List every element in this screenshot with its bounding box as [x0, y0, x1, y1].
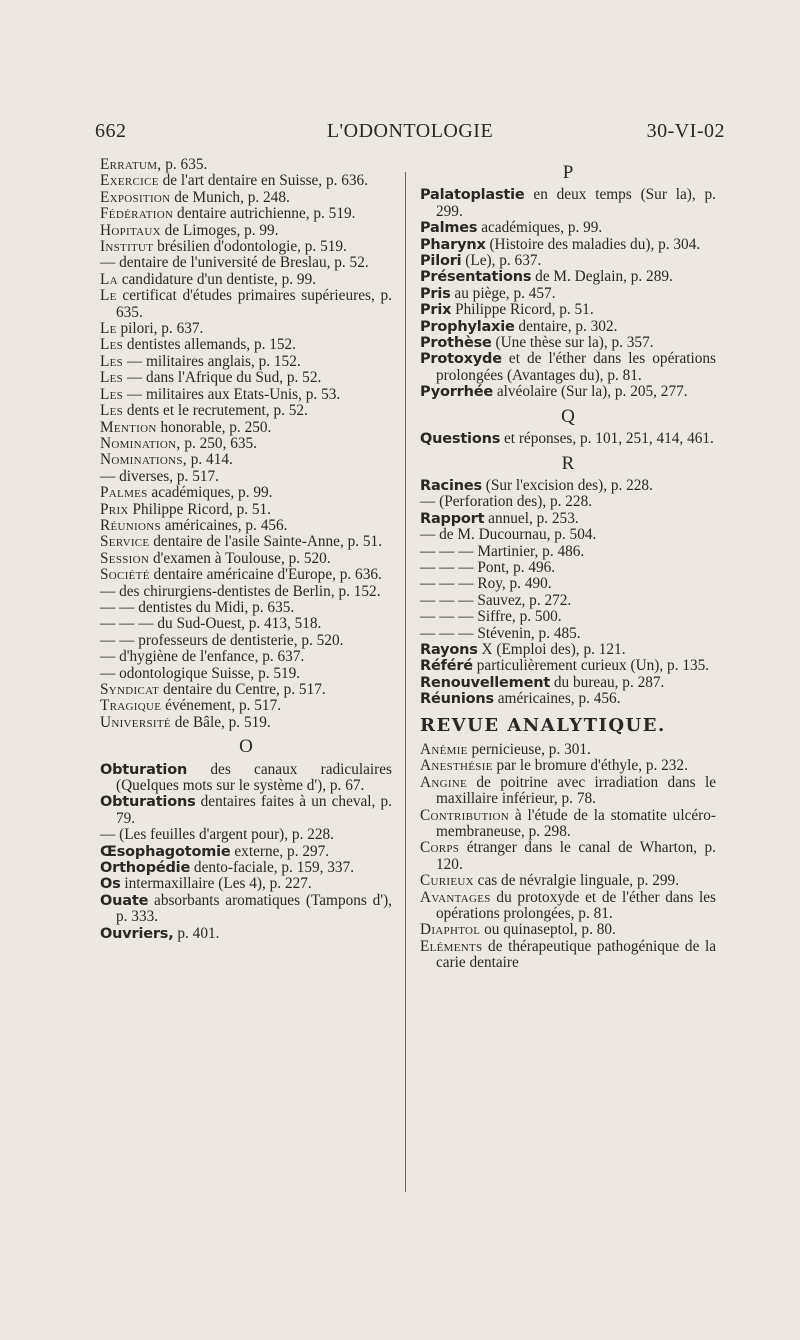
entry-headword: Ouvriers,: [100, 925, 174, 942]
entry-text: de thérapeutique pathogénique de la carie dentaire: [436, 937, 716, 972]
entry-text: (Sur l'excision des), p. 228.: [481, 476, 653, 494]
index-entry: [420, 922, 716, 938]
index-entry: [420, 609, 716, 625]
index-entry: [100, 827, 392, 843]
index-entry: [100, 584, 392, 600]
index-entry: [420, 319, 716, 335]
index-entry: [100, 518, 392, 534]
entry-headword: Contribution: [420, 806, 509, 824]
entry-headword: Société: [100, 566, 150, 584]
index-entry: [420, 626, 716, 642]
index-entry: [420, 873, 716, 889]
entry-headword: Rapport: [420, 510, 485, 527]
entry-headword: Référé: [420, 658, 473, 675]
entry-headword: Exercice: [100, 172, 159, 190]
entry-text: — — dentistes du Midi, p. 635.: [100, 598, 295, 616]
column-divider: [405, 172, 406, 1192]
index-entry: [100, 666, 392, 682]
entry-text: dentistes allemands, p. 152.: [123, 336, 297, 354]
section-heading: REVUE ANALYTIQUE.: [420, 714, 666, 736]
entry-text: dentaire, p. 302.: [514, 317, 618, 335]
index-entry: [100, 239, 392, 255]
entry-headword: Pharynx: [420, 236, 486, 253]
index-entry: [100, 534, 392, 550]
entry-text: — dans l'Afrique du Sud, p. 52.: [123, 369, 322, 387]
entry-text: au piège, p. 457.: [450, 284, 556, 302]
index-entry: [420, 253, 716, 269]
index-entry: [420, 494, 716, 510]
entry-text: de poitrine avec irradiation dans le maxillaire inférieur, p. 78.: [436, 773, 716, 808]
index-entry: [100, 173, 392, 189]
entry-headword: Œsophagotomie: [100, 843, 231, 860]
entry-text: (Le), p. 637.: [461, 252, 542, 270]
index-entry: [100, 600, 392, 616]
entry-text: pilori, p. 637.: [116, 320, 204, 338]
index-entry: [420, 691, 716, 707]
entry-text: — — — Pont, p. 496.: [420, 558, 556, 576]
entry-text: de Bâle, p. 519.: [170, 713, 271, 731]
entry-headword: Les: [100, 385, 124, 403]
section-letter: Q: [561, 405, 575, 427]
entry-headword: Mention: [100, 418, 157, 436]
index-entry: [420, 544, 716, 560]
entry-text: en deux temps (Sur la), p. 299.: [436, 186, 716, 220]
index-entry: [100, 436, 392, 452]
index-entry: [420, 758, 716, 774]
entry-text: (Une thèse sur la), p. 357.: [491, 334, 654, 352]
entry-headword: Le: [100, 320, 117, 338]
index-entry: [420, 658, 716, 674]
entry-headword: Eléments: [420, 937, 483, 955]
entry-headword: Hopitaux: [100, 221, 161, 239]
entry-headword: Corps: [420, 839, 460, 857]
entry-headword: Avantages: [420, 888, 491, 906]
index-entry: [100, 715, 392, 731]
entry-text: — militaires aux Etats-Unis, p. 53.: [123, 385, 341, 403]
index-entry: [420, 840, 716, 873]
entry-text: — — professeurs de dentisterie, p. 520.: [100, 631, 344, 649]
index-entry: [100, 502, 392, 518]
entry-headword: Prix: [100, 500, 129, 518]
index-entry: [100, 633, 392, 649]
index-entry: [420, 302, 716, 318]
entry-text: de M. Deglain, p. 289.: [531, 268, 673, 286]
entry-text: académiques, p. 99.: [147, 484, 273, 502]
entry-headword: Les: [100, 402, 124, 420]
entry-text: dents et le recrutement, p. 52.: [123, 402, 308, 420]
entry-headword: Réunions: [100, 516, 161, 534]
running-title: L'ODONTOLOGIE: [326, 120, 494, 142]
entry-headword: Racines: [420, 477, 482, 494]
entry-text: américaines, p. 456.: [493, 690, 621, 708]
index-entry: [100, 860, 392, 876]
index-entry: [420, 384, 716, 400]
index-entry: [420, 237, 716, 253]
index-entry: [100, 321, 392, 337]
entry-text: cas de névralgie linguale, p. 299.: [473, 872, 680, 890]
entry-headword: Anesthésie: [420, 757, 493, 775]
index-entry: [100, 190, 392, 206]
entry-text: américaines, p. 456.: [160, 516, 288, 534]
index-entry: [100, 403, 392, 419]
entry-headword: Réunions: [420, 691, 494, 708]
entry-text: particulièrement curieux (Un), p. 135.: [472, 657, 710, 675]
entry-text: — odontologique Suisse, p. 519.: [100, 664, 301, 682]
index-entry: [100, 206, 392, 222]
index-entry: [420, 527, 716, 543]
entry-text: et de l'éther dans les opérations prolongées (Avantages du), p. 81.: [436, 350, 716, 384]
entry-headword: Ouate: [100, 892, 149, 909]
entry-text: — d'hygiène de l'enfance, p. 637.: [100, 648, 305, 666]
entry-headword: Le: [100, 287, 117, 305]
entry-headword: Palmes: [100, 484, 148, 502]
index-entry: [420, 220, 716, 236]
entry-headword: Palmes: [420, 220, 478, 237]
entry-text: des canaux radiculaires (Quelques mots sur le système d'), p. 67.: [116, 760, 392, 795]
index-entry: [100, 893, 392, 926]
entry-text: — — — Stévenin, p. 485.: [420, 624, 581, 642]
index-entry: [420, 286, 716, 302]
entry-text: certificat d'études primaires supérieures, p. 635.: [116, 287, 392, 321]
entry-headword: Anémie: [420, 741, 468, 758]
index-entry: [100, 616, 392, 632]
entry-text: dento-faciale, p. 159, 337.: [190, 859, 355, 877]
entry-text: p. 401.: [173, 924, 220, 942]
index-entry: [420, 478, 716, 494]
index-entry: [100, 762, 392, 795]
entry-headword: Fédération: [100, 205, 174, 223]
entry-text: — — — du Sud-Ouest, p. 413, 518.: [100, 615, 322, 633]
index-entry: [100, 485, 392, 501]
entry-text: candidature d'un dentiste, p. 99.: [117, 270, 317, 288]
index-entry: [420, 890, 716, 923]
entry-headword: Présentations: [420, 269, 532, 286]
index-entry: [100, 255, 392, 271]
entry-text: alvéolaire (Sur la), p. 205, 277.: [493, 383, 688, 401]
entry-headword: Prothèse: [420, 335, 492, 352]
index-entry: [100, 223, 392, 239]
entry-text: p. 250, 635.: [180, 434, 257, 452]
entry-text: — militaires anglais, p. 152.: [123, 352, 301, 370]
entry-headword: La: [100, 270, 118, 288]
index-entry: [420, 511, 716, 527]
entry-text: dentaires faites à un cheval, p. 79.: [116, 793, 392, 827]
entry-headword: Pris: [420, 285, 451, 302]
index-entry: [420, 593, 716, 609]
entry-text: de Munich, p. 248.: [170, 188, 290, 206]
entry-headword: Nominations,: [100, 451, 187, 469]
entry-text: p. 635.: [161, 156, 208, 173]
entry-headword: Curieux: [420, 872, 474, 890]
entry-headword: Protoxyde: [420, 351, 502, 368]
section-letter: O: [239, 736, 253, 758]
index-entry: [100, 926, 392, 942]
index-entry: [420, 335, 716, 351]
entry-headword: Pyorrhée: [420, 384, 494, 401]
entry-text: à l'étude de la stomatite ulcéro-membraneuse, p. 298.: [436, 806, 716, 841]
entry-text: étranger dans le canal de Wharton, p. 120.: [436, 839, 716, 873]
index-entry: [100, 698, 392, 714]
index-entry: [100, 157, 392, 173]
index-entry: [420, 351, 716, 384]
entry-headword: Pilori: [420, 253, 462, 270]
index-entry: [100, 844, 392, 860]
entry-headword: Nomination,: [100, 434, 181, 452]
entry-text: — dentaire de l'université de Breslau, p. 52.: [100, 254, 369, 272]
entry-text: — — — Martinier, p. 486.: [420, 542, 585, 560]
entry-text: intermaxillaire (Les 4), p. 227.: [120, 875, 312, 893]
entry-text: — — — Sauvez, p. 272.: [420, 591, 572, 609]
entry-headword: Prophylaxie: [420, 318, 515, 335]
index-entry: [100, 420, 392, 436]
entry-text: par le bromure d'éthyle, p. 232.: [492, 757, 688, 775]
entry-text: dentaire de l'asile Sainte-Anne, p. 51.: [149, 533, 383, 551]
entry-text: du protoxyde et de l'éther dans les opérations prolongées, p. 81.: [436, 888, 716, 923]
index-entry: [420, 808, 716, 841]
index-entry: [420, 576, 716, 592]
entry-headword: Université: [100, 713, 171, 731]
entry-headword: Renouvellement: [420, 674, 551, 691]
index-entry: [100, 337, 392, 353]
entry-text: de Limoges, p. 99.: [160, 221, 279, 239]
index-entry: [100, 649, 392, 665]
index-entry: [100, 794, 392, 827]
entry-headword: Exposition: [100, 188, 171, 206]
index-entry: [420, 431, 716, 447]
entry-headword: Tragique: [100, 697, 162, 715]
issue-date: 30-VI-02: [646, 120, 725, 142]
index-entry: [100, 876, 392, 892]
entry-text: (Histoire des maladies du), p. 304.: [485, 235, 701, 253]
entry-text: — (Les feuilles d'argent pour), p. 228.: [100, 826, 334, 844]
entry-text: — de M. Ducournau, p. 504.: [420, 526, 597, 544]
index-column-right: [420, 157, 716, 972]
entry-text: et réponses, p. 101, 251, 414, 461.: [500, 430, 714, 448]
entry-text: du bureau, p. 287.: [550, 673, 665, 691]
entry-text: Philippe Ricord, p. 51.: [128, 500, 271, 518]
index-entry: [100, 682, 392, 698]
index-entry: [100, 272, 392, 288]
index-entry: [100, 551, 392, 567]
entry-text: p. 414.: [186, 451, 233, 469]
entry-text: dentaire américaine d'Europe, p. 636.: [149, 566, 382, 584]
entry-text: — des chirurgiens-dentistes de Berlin, p. 152.: [100, 582, 381, 600]
page-number: 662: [95, 120, 127, 142]
index-entry: [100, 469, 392, 485]
entry-text: de l'art dentaire en Suisse, p. 636.: [158, 172, 369, 190]
entry-text: dentaire autrichienne, p. 519.: [173, 205, 356, 223]
index-entry: [420, 269, 716, 285]
page-header: [95, 120, 725, 146]
entry-text: d'examen à Toulouse, p. 520.: [149, 549, 331, 567]
entry-headword: Diaphtol: [420, 921, 481, 939]
entry-text: pernicieuse, p. 301.: [467, 741, 591, 758]
entry-headword: Service: [100, 533, 150, 551]
index-entry: [100, 370, 392, 386]
entry-headword: Les: [100, 336, 124, 354]
entry-text: événement, p. 517.: [161, 697, 282, 715]
entry-text: dentaire du Centre, p. 517.: [159, 681, 326, 698]
entry-headword: Syndicat: [100, 681, 160, 698]
index-entry: [100, 387, 392, 403]
entry-headword: Orthopédie: [100, 860, 191, 877]
entry-headword: Les: [100, 352, 124, 370]
entry-text: — (Perforation des), p. 228.: [420, 493, 593, 511]
entry-headword: Angine: [420, 773, 468, 791]
entry-text: Philippe Ricord, p. 51.: [451, 301, 594, 319]
entry-text: ou quinaseptol, p. 80.: [480, 921, 616, 939]
entry-headword: Os: [100, 876, 121, 893]
index-entry: [100, 452, 392, 468]
index-entry: [420, 775, 716, 808]
index-entry: [420, 560, 716, 576]
index-entry: [420, 675, 716, 691]
section-letter: R: [561, 452, 575, 474]
index-entry: [100, 567, 392, 583]
entry-headword: Les: [100, 369, 124, 387]
entry-headword: Institut: [100, 238, 154, 256]
entry-text: — — — Roy, p. 490.: [420, 575, 552, 593]
index-column-left: [100, 157, 392, 942]
section-letter: P: [562, 162, 574, 183]
entry-headword: Obturation: [100, 761, 188, 778]
entry-headword: Session: [100, 549, 150, 567]
entry-text: brésilien d'odontologie, p. 519.: [153, 238, 347, 256]
entry-text: — — — Siffre, p. 500.: [420, 608, 562, 626]
entry-text: externe, p. 297.: [230, 842, 330, 860]
entry-headword: Rayons: [420, 641, 478, 658]
entry-headword: Questions: [420, 431, 501, 448]
entry-text: — diverses, p. 517.: [100, 467, 219, 485]
entry-text: X (Emploi des), p. 121.: [477, 640, 626, 658]
index-entry: [420, 187, 716, 220]
index-entry: [420, 939, 716, 972]
entry-text: annuel, p. 253.: [484, 509, 579, 527]
entry-text: absorbants aromatiques (Tampons d'), p. 333.: [116, 891, 392, 926]
index-entry: [420, 642, 716, 658]
entry-headword: Erratum,: [100, 156, 162, 173]
entry-text: honorable, p. 250.: [156, 418, 272, 436]
index-entry: [100, 288, 392, 321]
entry-headword: Palatoplastie: [420, 187, 525, 204]
index-entry: [420, 742, 716, 758]
entry-headword: Prix: [420, 302, 452, 319]
index-entry: [100, 354, 392, 370]
entry-text: académiques, p. 99.: [477, 219, 603, 237]
entry-headword: Obturations: [100, 794, 196, 811]
